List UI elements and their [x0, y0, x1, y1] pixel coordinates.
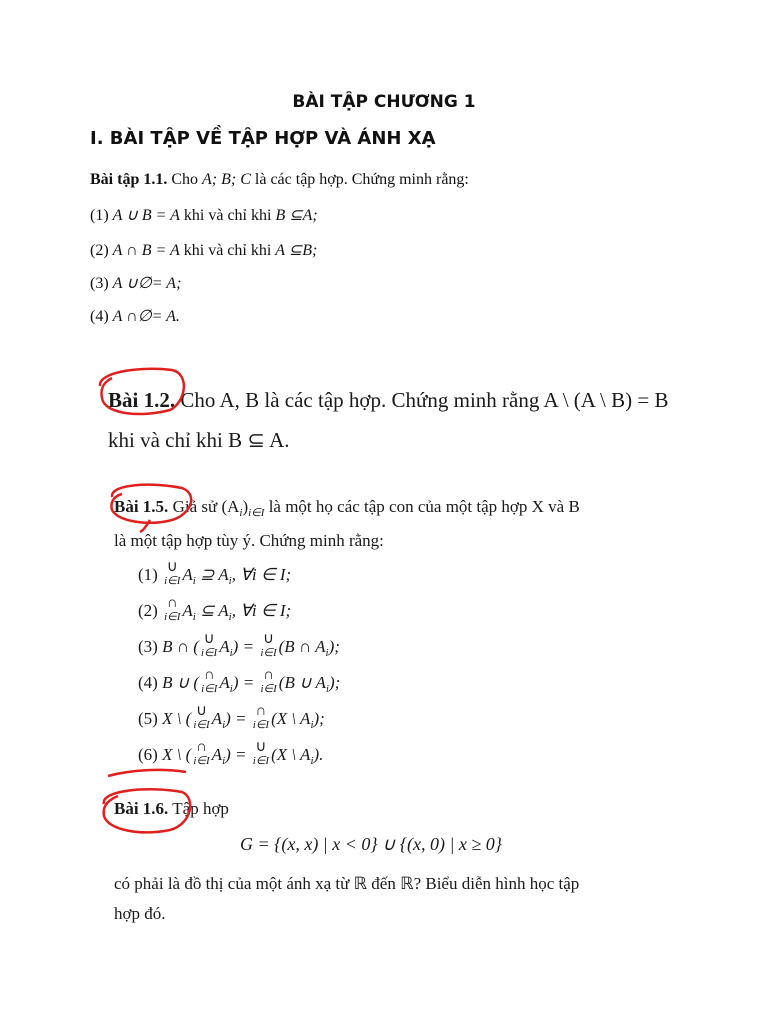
exercise-1-1-item — [90, 205, 318, 225]
item-number: (5) — [138, 709, 158, 728]
set-vars: A; B; C — [202, 171, 251, 188]
exercise-text: Tập hợp — [172, 799, 229, 818]
item-expression: A ∪ B = A — [112, 207, 180, 224]
page-title: BÀI TẬP CHƯƠNG 1 — [292, 92, 476, 112]
item-expression: A ∩∅= A. — [112, 308, 180, 325]
exercise-label: Bài 1.5. — [114, 497, 169, 516]
item-text: khi và chỉ khi — [183, 242, 272, 259]
item-expression: A ∪∅= A; — [112, 275, 182, 292]
exercise-1-5-line: là một tập hợp tùy ý. Chứng minh rằng: — [114, 531, 384, 550]
item-number: (2) — [138, 601, 158, 620]
exercise-text: là một họ các tập con của một tập hợp X và B — [268, 497, 580, 516]
subscript: i — [239, 507, 243, 519]
exercise-text: Giả sử (A — [172, 497, 240, 516]
item-number: (2) — [90, 242, 109, 259]
exercise-1-5-item: (5) X \ ( ∪ i∈I $A_i$) = ∩ i∈I (X \ $A_i$); — [138, 703, 325, 731]
exercise-text: hợp đó. — [114, 904, 166, 923]
exercise-text: Cho A, B là các tập hợp. Chứng minh rằng A \ (A \ B) = B — [180, 388, 669, 412]
big-intersection: ∩ i∈I — [193, 739, 210, 767]
subscript: i∈I — [248, 507, 265, 519]
item-text: khi và chỉ khi — [183, 207, 272, 224]
big-intersection: ∩ i∈I — [260, 667, 277, 695]
exercise-1-2-line: khi và chỉ khi B ⊆ A. — [108, 428, 290, 452]
item-number: (6) — [138, 745, 158, 764]
exercise-1-5-line — [114, 492, 580, 526]
exercise-1-5 — [114, 492, 580, 776]
item-condition: A ⊆B; — [275, 242, 318, 259]
exercise-1-5-item: (1) ∪ i∈I $A_i$ ⊇ $A_i$, ∀i ∈ I; — [138, 559, 292, 587]
big-union: ∪ i∈I — [164, 559, 181, 587]
item-number: (3) — [90, 275, 109, 292]
item-number: (4) — [138, 673, 158, 692]
exercise-label: Bài 1.2. — [108, 388, 176, 412]
set-formula: G = {(x, x) | x < 0} ∪ {(x, 0) | x ≥ 0} — [240, 834, 502, 854]
exercise-label: Bài tập 1.1. — [90, 171, 168, 188]
big-intersection: ∩ i∈I — [201, 667, 218, 695]
big-intersection: ∩ i∈I — [164, 595, 181, 623]
exercise-1-5-item: (4) B ∪ ( ∩ i∈I $A_i$) = ∩ i∈I (B ∪ $A_i$); — [138, 667, 341, 695]
exercise-text: có phải là đồ thị của một ánh xạ từ ℝ đến ℝ? Biểu diễn hình học tập — [114, 874, 580, 893]
exercise-1-6 — [114, 794, 580, 923]
big-union: ∪ i∈I — [252, 739, 270, 767]
exercise-1-1-intro — [90, 171, 469, 189]
exercise-1-2 — [108, 380, 668, 460]
item-number: (4) — [90, 308, 109, 325]
big-union: ∪ i∈I — [260, 631, 277, 659]
exercise-1-5-item: (6) X \ ( ∩ i∈I $A_i$) = ∪ i∈I (X \ $A_i$). — [138, 739, 324, 767]
item-number: (1) — [138, 565, 158, 584]
item-expression: A ∩ B = A — [112, 242, 180, 259]
item-condition: B ⊆A; — [275, 207, 318, 224]
exercise-1-1-item — [90, 273, 181, 293]
exercise-1-5-item: (2) ∩ i∈I $A_i$ ⊆ $A_i$, ∀i ∈ I; — [138, 595, 292, 623]
exercise-1-6-line — [114, 794, 229, 824]
exercise-1-5-item: (3) B ∩ ( ∪ i∈I $A_i$) = ∪ i∈I (B ∩ $A_i$); — [138, 631, 340, 659]
big-intersection: ∩ i∈I — [252, 703, 270, 731]
section-heading: I. BÀI TẬP VỀ TẬP HỢP VÀ ÁNH XẠ — [90, 128, 436, 149]
exercise-label: Bài 1.6. — [114, 799, 169, 818]
big-union: ∪ i∈I — [200, 631, 218, 659]
intro-text: Cho — [171, 171, 199, 188]
exercise-1-1-item — [90, 240, 317, 260]
exercise-text: ) — [242, 497, 249, 516]
intro-text: là các tập hợp. Chứng minh rằng: — [254, 171, 469, 188]
exercise-1-1-item — [90, 306, 180, 326]
item-number: (3) — [138, 637, 158, 656]
big-union: ∪ i∈I — [193, 703, 210, 731]
exercise-1-2-line — [108, 380, 668, 420]
item-number: (1) — [90, 207, 109, 224]
